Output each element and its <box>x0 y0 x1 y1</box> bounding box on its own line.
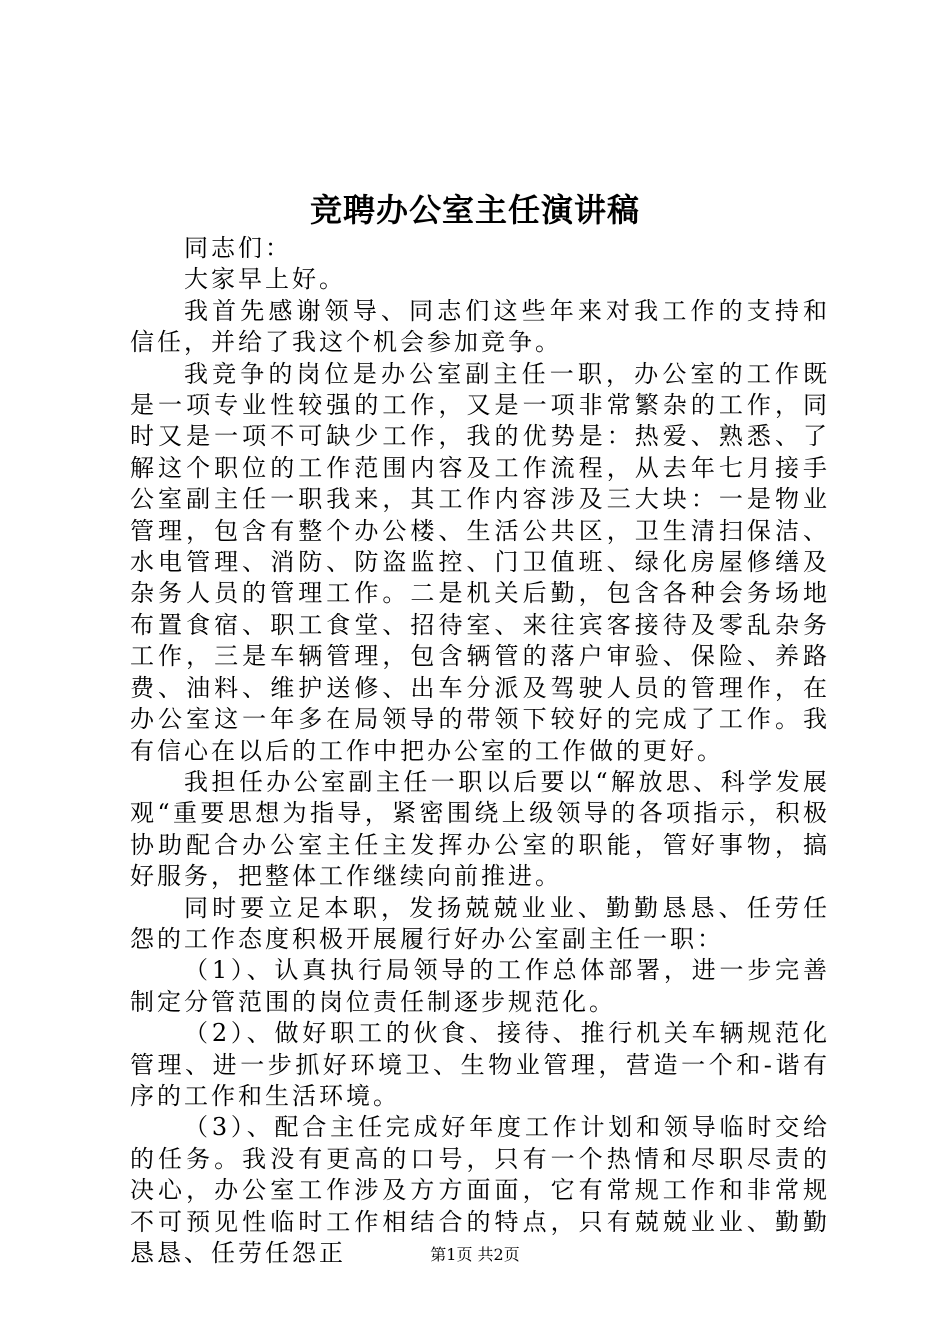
salutation: 同志们： <box>184 234 292 262</box>
paragraph-item-1: （1）、认真执行局领导的工作总体部署，进一步完善制定分管范围的岗位责任制逐步规范化。 <box>130 956 830 1016</box>
paragraph-guidance: 我担任办公室副主任一职以后要以“解放思、科学发展观“重要思想为指导，紧密围绕上级领导的各项指示，积极协助配合办公室主任主发挥办公室的职能，管好事物，搞好服务，把整体工作继续向前推进。 <box>130 767 830 891</box>
paragraph-item-3: （3）、配合主任完成好年度工作计划和领导临时交给的任务。我没有更高的口号，只有一个热情和尽职尽责的决心，办公室工作涉及方方面面，它有常规工作和非常规不可预见性临时工作相结合的特点，只有兢兢业业、勤勤恳恳、任劳任怨正 <box>130 1113 830 1267</box>
paragraph-item-2: （2）、做好职工的伙食、接待、推行机关车辆规范化管理、进一步抓好环境卫、生物业管理，营造一个和-谐有序的工作和生活环境。 <box>130 1019 830 1110</box>
document-title: 竞聘办公室主任演讲稿 <box>309 191 640 229</box>
paragraph-attitude: 同时要立足本职，发扬兢兢业业、勤勤恳恳、任劳任怨的工作态度积极开展履行好办公室副主任一职： <box>130 893 830 953</box>
paragraph-thanks: 我首先感谢领导、同志们这些年来对我工作的支持和信任，并给了我这个机会参加竞争。 <box>130 296 830 357</box>
paragraph-position: 我竞争的岗位是办公室副主任一职，办公室的工作既是一项专业性较强的工作，又是一项非常繁杂的工作，同时又是一项不可缺少工作，我的优势是：热爱、熟悉、了解这个职位的工作范围内容及工作流程，从去年七月接手公室副主任一职我来，其工作内容涉及三大块：一是物业管理，包含有整个办公楼、生活公共区，卫生清扫保洁、水电管理、消防、防盗监控、门卫值班、绿化房屋修缮及杂务人员的管理工作。二是机关后勤，包含各种会务场地布置食宿、职工食堂、招待室、来往宾客接待及零乱杂务工作，三是车辆管理，包含辆管的落户审验、保险、养路费、油料、维护送修、出车分派及驾驶人员的管理作，在办公室这一年多在局领导的带领下较好的完成了工作。我有信心在以后的工作中把办公室的工作做的更好。 <box>130 359 830 765</box>
page-number-footer: 第1页 共2页 <box>430 1245 520 1264</box>
greeting: 大家早上好。 <box>184 265 346 294</box>
document-body <box>130 233 830 1269</box>
